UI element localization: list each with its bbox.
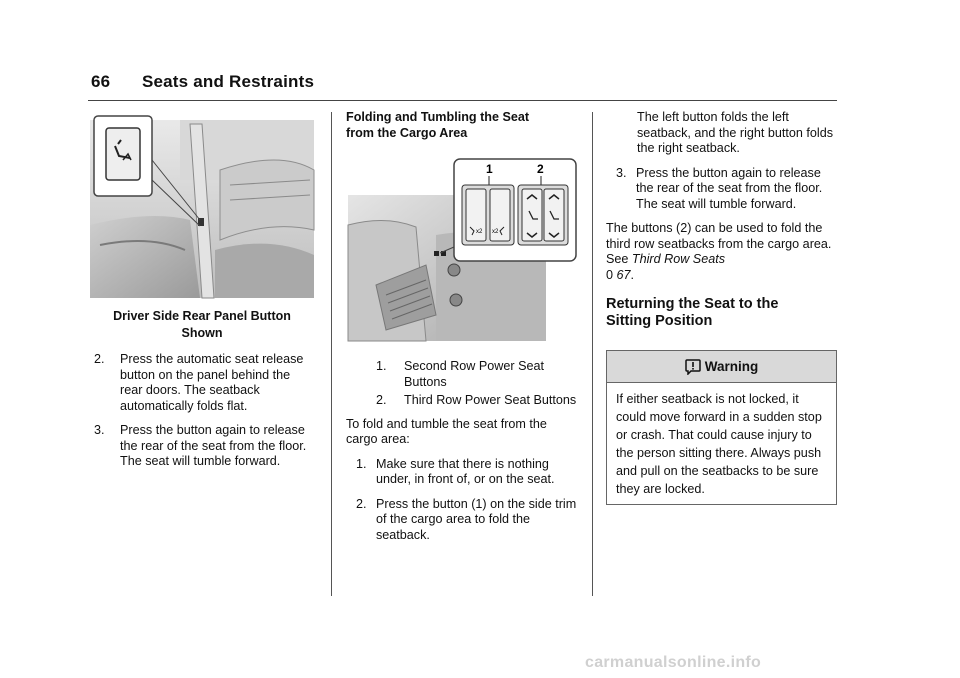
paragraph-text: The buttons (2) can be used to fold the third row seatbacks from the cargo area. See: [606, 221, 832, 266]
callout-text: Third Row Power Seat Buttons: [404, 393, 577, 407]
list-number: 2.: [94, 352, 105, 366]
list-item: [346, 497, 580, 544]
watermark: carmanualsonline.info: [585, 654, 762, 671]
section-heading: [606, 296, 838, 330]
callout-number: 1.: [376, 359, 387, 373]
callout-text: Second Row Power Seat Buttons: [404, 359, 545, 389]
list-text: Make sure that there is nothing under, in front of, or on the seat.: [376, 456, 555, 486]
subsection-heading-line-2: from the Cargo Area: [346, 125, 468, 140]
figure-caption-line-1: Driver Side Rear Panel Button: [113, 309, 291, 323]
list-number: 3.: [616, 165, 627, 180]
column-2: [346, 110, 580, 552]
subsection-heading-line-1: Folding and Tumbling the Seat: [346, 110, 530, 124]
callout-label-1: 1: [486, 162, 493, 176]
column-1: [88, 110, 316, 479]
page-reference-symbol: 0: [606, 267, 614, 282]
list-number: 1.: [356, 456, 367, 471]
list-item: [346, 457, 580, 488]
header-rule: [88, 100, 837, 101]
list-item: [88, 423, 316, 470]
x2-left-label: x2: [476, 229, 483, 235]
warning-header: [607, 351, 836, 383]
page-header: [91, 72, 314, 92]
list-item: [88, 352, 316, 414]
cross-reference-link[interactable]: Third Row Seats: [631, 252, 726, 266]
callout-label-2: 2: [537, 162, 544, 176]
figure-caption: [88, 308, 316, 342]
warning-text: If either seatback is not locked, it could move forward in a sudden stop or crash. That could cause injury to the person sitting there. Always push and pull on the seatbacks to be sure they are locked.: [616, 392, 822, 496]
list-number: 2.: [356, 496, 367, 511]
subsection-heading: [346, 110, 580, 141]
page-reference-number[interactable]: 67: [616, 267, 631, 282]
intro-paragraph: To fold and tumble the seat from the cargo area:: [346, 416, 547, 446]
warning-title: Warning: [704, 358, 759, 374]
figure-caption-line-2: Shown: [181, 326, 223, 340]
warning-box: [606, 350, 837, 505]
cargo-area-buttons-illustration: [346, 155, 578, 345]
callout-item: [346, 359, 580, 390]
warning-icon: [685, 359, 701, 375]
list-item: [606, 166, 838, 213]
callout-number: 2.: [376, 393, 387, 407]
list-text: Press the automatic seat release button on the panel behind the rear doors. The seatback automatically folds flat.: [120, 352, 304, 413]
continued-paragraph: The left button folds the left seatback, and the right button folds the right seatback.: [637, 110, 834, 155]
column-divider-2: [592, 112, 593, 596]
list-text: Press the button again to release the rear of the seat from the floor. The seat will tumble forward.: [636, 165, 823, 211]
column-divider-1: [331, 112, 332, 596]
list-number: 3.: [94, 423, 105, 437]
list-text: Press the button again to release the rear of the seat from the floor. The seat will tumble forward.: [120, 423, 307, 468]
page-number: 66: [91, 72, 111, 91]
driver-side-panel-illustration: [90, 110, 316, 300]
section-title: Seats and Restraints: [141, 72, 315, 91]
section-heading-line-2: Sitting Position: [606, 313, 713, 329]
section-heading-line-1: Returning the Seat to the: [606, 296, 779, 312]
callout-item: [346, 393, 580, 409]
column-3: [606, 110, 838, 505]
cross-reference-paragraph: The buttons (2) can be used to fold the third row seatbacks from the cargo area. See Third Row Seats 0 67.: [606, 221, 832, 282]
list-text: Press the button (1) on the side trim of the cargo area to fold the seatback.: [376, 496, 577, 542]
x2-right-label: x2: [492, 229, 499, 235]
